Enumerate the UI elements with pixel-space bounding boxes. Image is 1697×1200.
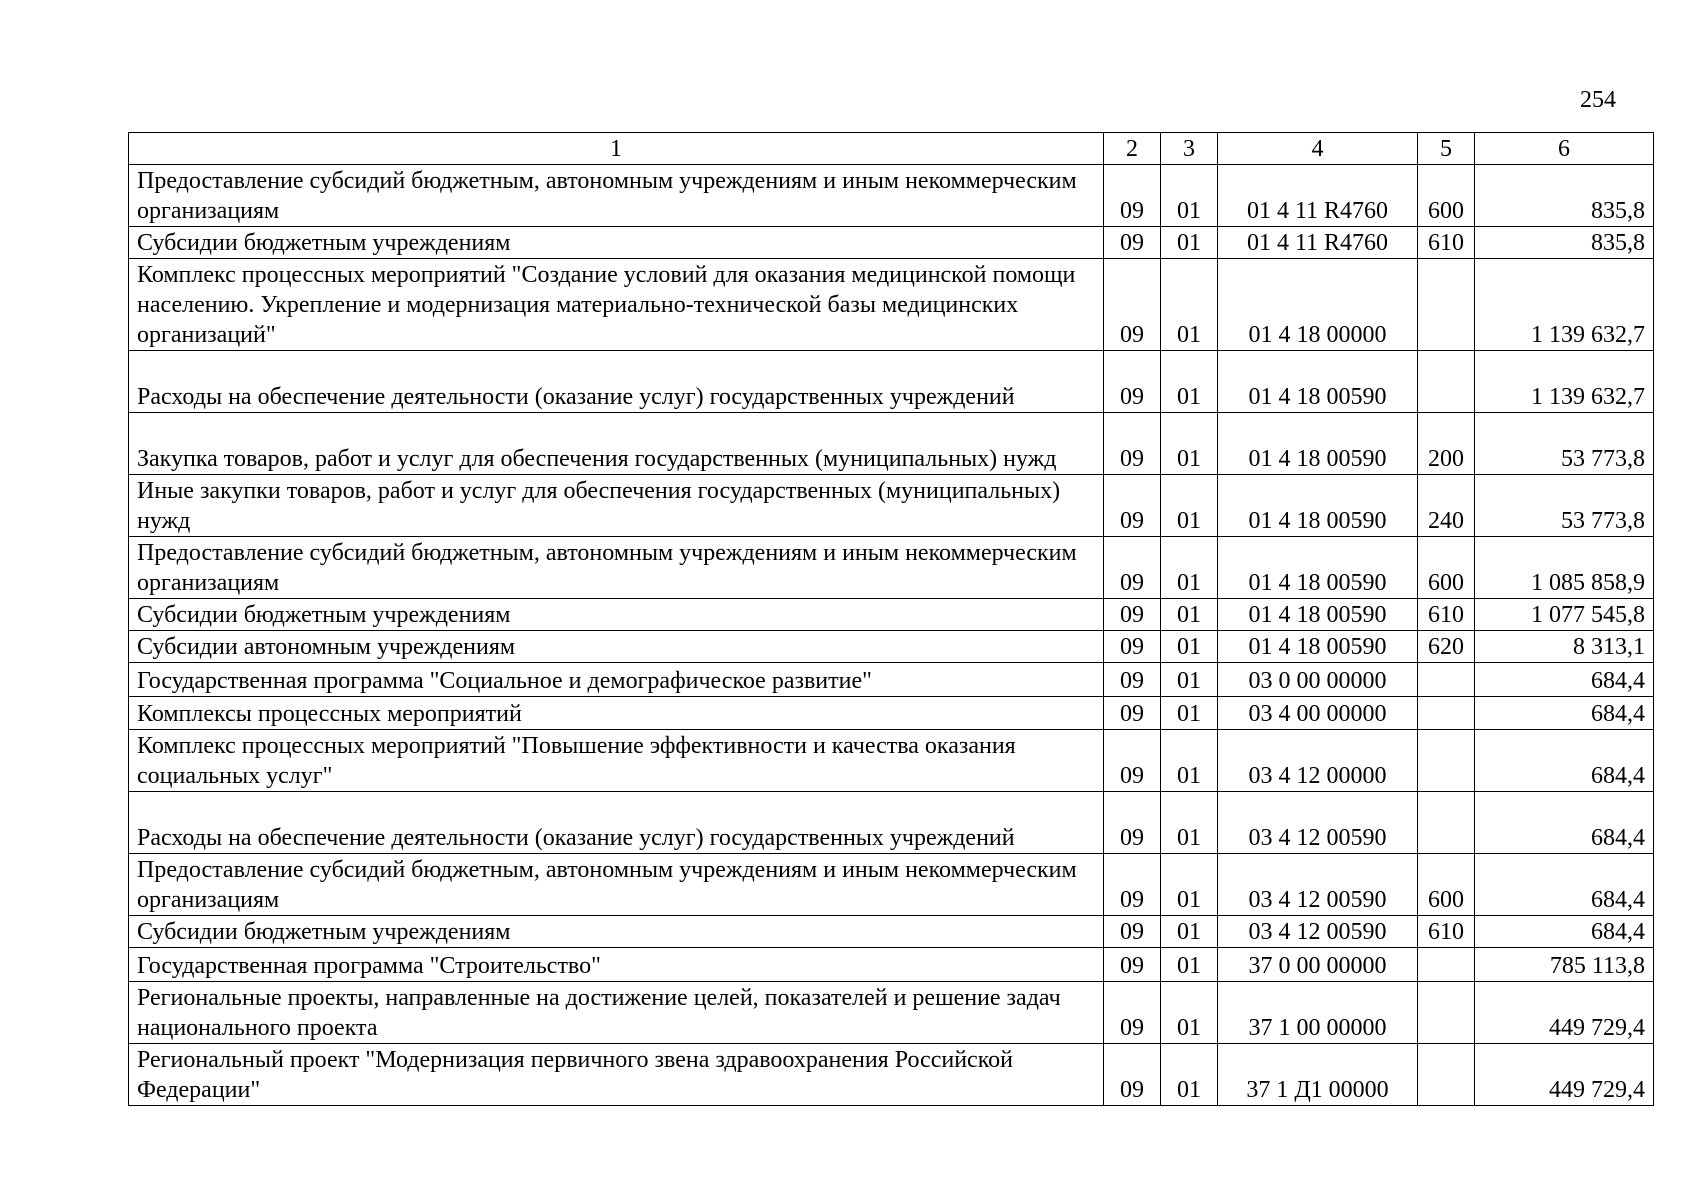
- section-code: 09: [1104, 948, 1161, 982]
- subsection-code: 01: [1161, 631, 1218, 663]
- subsection-code: 01: [1161, 663, 1218, 697]
- target-code: 37 0 00 00000: [1218, 948, 1418, 982]
- item-name: Предоставление субсидий бюджетным, автономным учреждениям и иным некоммерческим организациям: [129, 165, 1104, 227]
- item-name: Субсидии бюджетным учреждениям: [129, 916, 1104, 948]
- target-code: 01 4 18 00000: [1218, 259, 1418, 351]
- target-code: 03 0 00 00000: [1218, 663, 1418, 697]
- target-code: 01 4 11 R4760: [1218, 165, 1418, 227]
- amount: 449 729,4: [1475, 982, 1654, 1044]
- amount: 53 773,8: [1475, 413, 1654, 475]
- expense-kind-code: [1418, 1044, 1475, 1106]
- table-row: [129, 663, 1654, 697]
- subsection-code: 01: [1161, 854, 1218, 916]
- expense-kind-code: [1418, 351, 1475, 413]
- item-name: Иные закупки товаров, работ и услуг для обеспечения государственных (муниципальных) нужд: [129, 475, 1104, 537]
- subsection-code: 01: [1161, 916, 1218, 948]
- subsection-code: 01: [1161, 948, 1218, 982]
- subsection-code: 01: [1161, 165, 1218, 227]
- subsection-code: 01: [1161, 1044, 1218, 1106]
- amount: 785 113,8: [1475, 948, 1654, 982]
- item-name: Предоставление субсидий бюджетным, автономным учреждениям и иным некоммерческим организациям: [129, 537, 1104, 599]
- item-name: Государственная программа "Строительство": [129, 948, 1104, 982]
- amount: 684,4: [1475, 916, 1654, 948]
- amount: 835,8: [1475, 165, 1654, 227]
- column-header-1: 1: [129, 133, 1104, 165]
- table-row: [129, 259, 1654, 351]
- section-code: 09: [1104, 663, 1161, 697]
- subsection-code: 01: [1161, 697, 1218, 730]
- expense-kind-code: 200: [1418, 413, 1475, 475]
- expense-kind-code: [1418, 792, 1475, 854]
- subsection-code: 01: [1161, 982, 1218, 1044]
- expense-kind-code: 610: [1418, 599, 1475, 631]
- section-code: 09: [1104, 413, 1161, 475]
- table-row: [129, 631, 1654, 663]
- table-row: [129, 475, 1654, 537]
- amount: 684,4: [1475, 663, 1654, 697]
- table-row: [129, 537, 1654, 599]
- subsection-code: 01: [1161, 227, 1218, 259]
- section-code: 09: [1104, 982, 1161, 1044]
- section-code: 09: [1104, 697, 1161, 730]
- table-row: [129, 730, 1654, 792]
- table-row: [129, 227, 1654, 259]
- table-row: [129, 697, 1654, 730]
- amount: 684,4: [1475, 854, 1654, 916]
- target-code: 03 4 12 00590: [1218, 916, 1418, 948]
- target-code: 03 4 12 00000: [1218, 730, 1418, 792]
- item-name: Субсидии бюджетным учреждениям: [129, 599, 1104, 631]
- target-code: 03 4 00 00000: [1218, 697, 1418, 730]
- expense-kind-code: 240: [1418, 475, 1475, 537]
- expense-kind-code: [1418, 948, 1475, 982]
- amount: 53 773,8: [1475, 475, 1654, 537]
- item-name: Государственная программа "Социальное и демографическое развитие": [129, 663, 1104, 697]
- item-name: Субсидии бюджетным учреждениям: [129, 227, 1104, 259]
- item-name: Комплекс процессных мероприятий "Создание условий для оказания медицинской помощи населению. Укрепление и модернизация материально-технической базы медицинских организаций": [129, 259, 1104, 351]
- amount: 684,4: [1475, 730, 1654, 792]
- item-name: Комплексы процессных мероприятий: [129, 697, 1104, 730]
- page-number: 254: [1580, 87, 1616, 113]
- table-row: [129, 1044, 1654, 1106]
- section-code: 09: [1104, 537, 1161, 599]
- table-row: [129, 413, 1654, 475]
- target-code: 03 4 12 00590: [1218, 854, 1418, 916]
- expense-kind-code: 600: [1418, 854, 1475, 916]
- target-code: 01 4 18 00590: [1218, 475, 1418, 537]
- subsection-code: 01: [1161, 351, 1218, 413]
- item-name: Региональные проекты, направленные на достижение целей, показателей и решение задач национального проекта: [129, 982, 1104, 1044]
- expense-kind-code: 610: [1418, 227, 1475, 259]
- column-header-5: 5: [1418, 133, 1475, 165]
- amount: 449 729,4: [1475, 1044, 1654, 1106]
- column-header-4: 4: [1218, 133, 1418, 165]
- table-row: [129, 599, 1654, 631]
- column-header-3: 3: [1161, 133, 1218, 165]
- table-row: [129, 948, 1654, 982]
- expense-kind-code: [1418, 730, 1475, 792]
- subsection-code: 01: [1161, 475, 1218, 537]
- section-code: 09: [1104, 854, 1161, 916]
- section-code: 09: [1104, 599, 1161, 631]
- amount: 1 085 858,9: [1475, 537, 1654, 599]
- item-name: Комплекс процессных мероприятий "Повышение эффективности и качества оказания социальных услуг": [129, 730, 1104, 792]
- target-code: 37 1 Д1 00000: [1218, 1044, 1418, 1106]
- table-row: [129, 351, 1654, 413]
- subsection-code: 01: [1161, 413, 1218, 475]
- amount: 684,4: [1475, 792, 1654, 854]
- target-code: 01 4 18 00590: [1218, 599, 1418, 631]
- section-code: 09: [1104, 259, 1161, 351]
- item-name: Региональный проект "Модернизация первичного звена здравоохранения Российской Федерации": [129, 1044, 1104, 1106]
- table-row: [129, 854, 1654, 916]
- section-code: 09: [1104, 351, 1161, 413]
- item-name: Расходы на обеспечение деятельности (оказание услуг) государственных учреждений: [129, 351, 1104, 413]
- amount: 835,8: [1475, 227, 1654, 259]
- target-code: 01 4 18 00590: [1218, 351, 1418, 413]
- table-row: [129, 916, 1654, 948]
- expense-kind-code: 600: [1418, 537, 1475, 599]
- table-row: [129, 165, 1654, 227]
- section-code: 09: [1104, 165, 1161, 227]
- item-name: Расходы на обеспечение деятельности (оказание услуг) государственных учреждений: [129, 792, 1104, 854]
- section-code: 09: [1104, 730, 1161, 792]
- expense-kind-code: [1418, 663, 1475, 697]
- section-code: 09: [1104, 792, 1161, 854]
- item-name: Предоставление субсидий бюджетным, автономным учреждениям и иным некоммерческим организациям: [129, 854, 1104, 916]
- item-name: Субсидии автономным учреждениям: [129, 631, 1104, 663]
- section-code: 09: [1104, 475, 1161, 537]
- expense-kind-code: [1418, 259, 1475, 351]
- section-code: 09: [1104, 227, 1161, 259]
- target-code: 01 4 18 00590: [1218, 413, 1418, 475]
- subsection-code: 01: [1161, 259, 1218, 351]
- section-code: 09: [1104, 1044, 1161, 1106]
- amount: 1 139 632,7: [1475, 351, 1654, 413]
- expense-kind-code: 610: [1418, 916, 1475, 948]
- amount: 1 139 632,7: [1475, 259, 1654, 351]
- header-row: [129, 133, 1654, 165]
- budget-table: [128, 132, 1654, 1106]
- item-name: Закупка товаров, работ и услуг для обеспечения государственных (муниципальных) нужд: [129, 413, 1104, 475]
- subsection-code: 01: [1161, 730, 1218, 792]
- column-header-6: 6: [1475, 133, 1654, 165]
- target-code: 01 4 11 R4760: [1218, 227, 1418, 259]
- target-code: 01 4 18 00590: [1218, 537, 1418, 599]
- expense-kind-code: [1418, 982, 1475, 1044]
- target-code: 03 4 12 00590: [1218, 792, 1418, 854]
- expense-kind-code: 620: [1418, 631, 1475, 663]
- table-row: [129, 982, 1654, 1044]
- column-header-2: 2: [1104, 133, 1161, 165]
- subsection-code: 01: [1161, 792, 1218, 854]
- amount: 684,4: [1475, 697, 1654, 730]
- target-code: 37 1 00 00000: [1218, 982, 1418, 1044]
- expense-kind-code: [1418, 697, 1475, 730]
- subsection-code: 01: [1161, 537, 1218, 599]
- section-code: 09: [1104, 631, 1161, 663]
- expense-kind-code: 600: [1418, 165, 1475, 227]
- target-code: 01 4 18 00590: [1218, 631, 1418, 663]
- subsection-code: 01: [1161, 599, 1218, 631]
- table-row: [129, 792, 1654, 854]
- amount: 8 313,1: [1475, 631, 1654, 663]
- amount: 1 077 545,8: [1475, 599, 1654, 631]
- section-code: 09: [1104, 916, 1161, 948]
